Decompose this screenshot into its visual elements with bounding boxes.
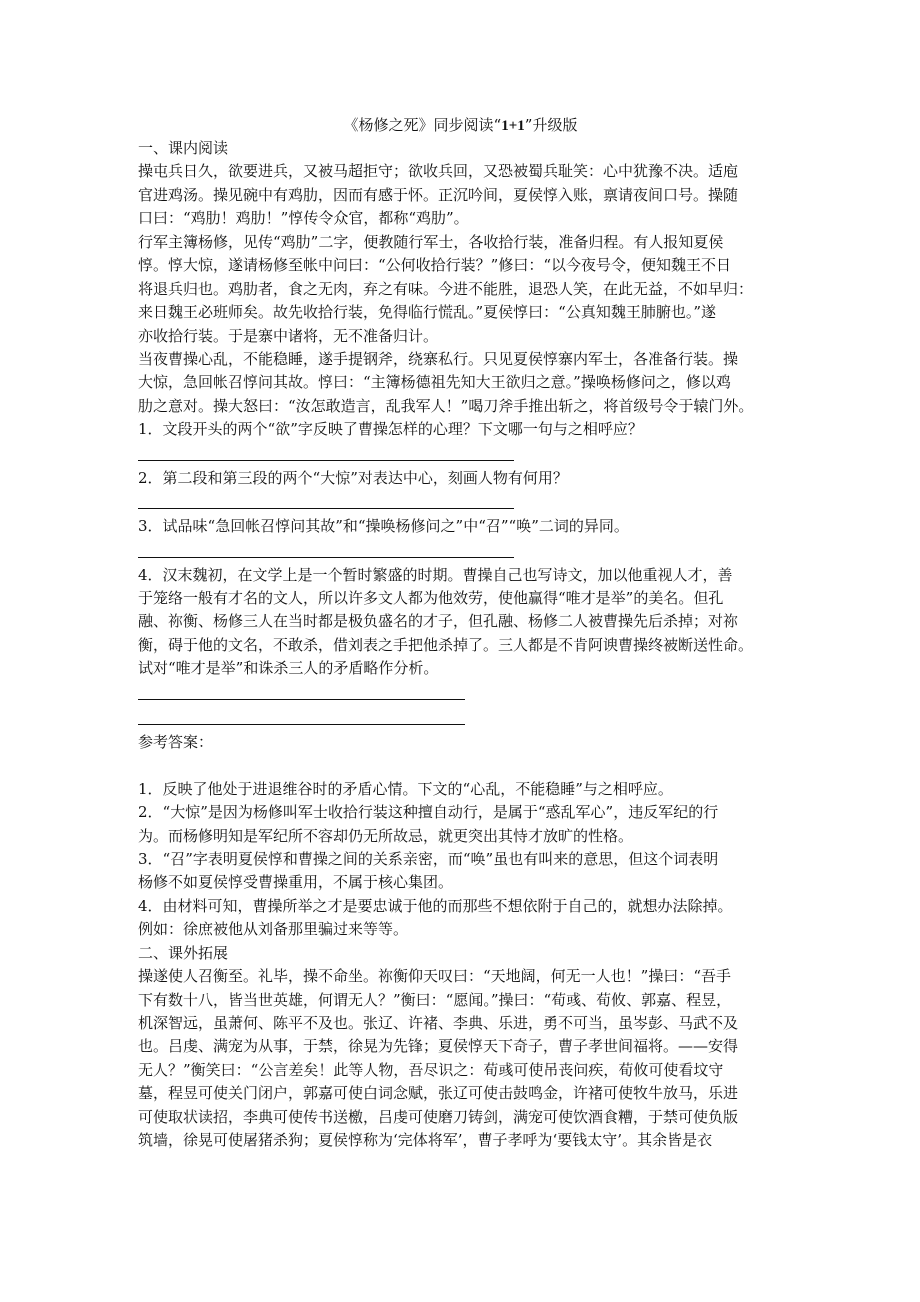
answer-line: 例如：徐庶被他从刘备那里骗过来等等。 [138, 920, 409, 939]
section2-heading: 二、课外拓展 [138, 943, 229, 962]
answer-line: 3．“召”字表明夏侯惇和曹操之间的关系亲密，而“唤”虽也有叫来的意思，但这个词表明 [138, 849, 719, 868]
answer-line: 4．由材料可知，曹操所举之才是要忠诚于他的而那些不想依附于自己的，就想办法除掉。 [138, 896, 733, 915]
answer-line-4b [138, 724, 465, 725]
page-title [138, 114, 783, 137]
passage-line: 官进鸡汤。操见碗中有鸡肋，因而有感于怀。正沉吟间，夏侯惇入账，禀请夜间口号。操随 [138, 185, 739, 204]
passage-line: 机深智远，虽萧何、陈平不及也。张辽、许褚、李典、乐进，勇不可当，虽岑彭、马武不及 [138, 1014, 739, 1032]
answer-1: 1．反映了他处于进退维谷时的矛盾心情。下文的“心乱，不能稳睡”与之相呼应。 [138, 779, 673, 798]
passage-line: 亦收拾行装。于是寨中诸将，无不准备归计。 [138, 326, 439, 345]
passage-2 [138, 231, 788, 348]
passage-line: 无人？”衡笑曰：“公言差矣！此等人物，吾尽识之：荀彧可使吊丧问疾，荀攸可使看坟守 [138, 1060, 724, 1079]
passage-line: 也。吕虔、满宠为从事，于禁，徐晃为先锋；夏侯惇天下奇子，曹子孝世间福将。——安得 [138, 1037, 739, 1056]
answer-line-4a [138, 699, 465, 700]
question-line: 于笼络一般有才名的文人，所以许多文人都为他效劳，使他赢得“唯才是举”的美名。但孔 [138, 589, 724, 607]
question-2: 2．第二段和第三段的两个“大惊”对表达中心，刻画人物有何用？ [138, 468, 568, 487]
passage-1 [138, 160, 788, 230]
answer-4 [138, 895, 788, 942]
answer-line-2 [138, 508, 514, 509]
title-prefix: 《杨修之死》同步阅读“ [343, 116, 502, 134]
passage-line: 操屯兵日久，欲要进兵，又被马超拒守；欲收兵回，又恐被蜀兵耻笑：心中犹豫不决。适庖 [138, 162, 739, 181]
passage-line: 操遂使人召衡至。礼毕，操不命坐。祢衡仰天叹曰：“天地阔，何无一人也！”操曰：“吾手 [138, 967, 732, 986]
passage-line: 惇。惇大惊，遂请杨修至帐中问曰：“公何收拾行装？”修曰：“以今夜号令，便知魏王不日 [138, 256, 732, 275]
passage-line: 来日魏王必班师矣。故先收拾行装，免得临行慌乱。”夏侯惇曰：“公真知魏王肺腑也。”遂 [138, 303, 717, 322]
answer-line-1 [138, 460, 514, 461]
question-line: 融、祢衡、杨修三人在当时都是极负盛名的才子，但孔融、杨修二人被曹操先后杀掉；对祢 [138, 612, 739, 631]
passage-line: 可使取状读招，李典可使传书送檄，吕虔可使磨刀铸剑，满宠可使饮酒食糟，于禁可使负版 [138, 1107, 739, 1126]
passage-line: 将退兵归也。鸡肋者，食之无肉，弃之有味。今进不能胜，退恐人笑，在此无益，不如早归： [138, 279, 754, 298]
answer-2 [138, 801, 788, 848]
passage-line: 筑墙，徐晃可使屠猪杀狗；夏侯惇称为‘完体将军’，曹子孝呼为‘要钱太守’。其余皆是衣 [138, 1131, 713, 1150]
title-suffix: ”升级版 [524, 116, 578, 134]
question-3: 3．试品味“急回帐召惇问其故”和“操唤杨修问之”中“召”“唤”二词的异同。 [138, 517, 629, 536]
document-body [138, 137, 788, 1153]
passage-line: 墓，程昱可使关门闭户，郭嘉可使白词念赋，张辽可使击鼓鸣金，许褚可使牧牛放马，乐进 [138, 1084, 739, 1103]
passage-line: 肋之意对。操大怒曰：“汝怎敢造言，乱我军人！”喝刀斧手推出斩之，将首级号令于辕门外。 [138, 396, 754, 415]
passage-line: 当夜曹操心乱，不能稳睡，遂手提钢斧，绕寨私行。只见夏侯惇寨内军士，各准备行装。操 [138, 349, 739, 368]
answer-line: 2．“大惊”是因为杨修叫军士收拾行装这种擅自动行，是属于“惑乱军心”，违反军纪的行 [138, 803, 719, 822]
passage-line: 口曰：“鸡肋！鸡肋！”惇传令众官，都称“鸡肋”。 [138, 209, 469, 228]
passage-line: 行军主簿杨修，见传“鸡肋”二字，便教随行军士，各收拾行装，准备归程。有人报知夏侯 [138, 232, 724, 251]
passage-4 [138, 965, 788, 1153]
section1-heading: 一、课内阅读 [138, 139, 229, 157]
question-4 [138, 564, 788, 681]
question-line: 试对“唯才是举”和诛杀三人的矛盾略作分析。 [138, 659, 439, 678]
answer-3 [138, 848, 788, 895]
answer-line: 为。而杨修明知是军纪所不容却仍无所故忌，就更突出其恃才放旷的性格。 [138, 826, 634, 845]
passage-line: 大惊，急回帐召惇问其故。惇曰：“主簿杨德祖先知大王欲归之意。”操唤杨修问之，修以鸡 [138, 373, 731, 392]
answers-heading: 参考答案： [138, 732, 214, 751]
question-line: 衡，碍于他的文名，不敢杀，借刘表之手把他杀掉了。三人都是不肯阿谀曹操终被断送性命。 [138, 635, 754, 654]
passage-line: 下有数十八，皆当世英雄，何谓无人？”衡曰：“愿闻。”操曰：“荀彧、荀攸、郭嘉、程昱， [138, 990, 732, 1009]
question-1: 1．文段开头的两个“欲”字反映了曹操怎样的心理？下文哪一句与之相呼应？ [138, 420, 643, 439]
answer-line-3 [138, 557, 514, 558]
passage-3 [138, 348, 788, 418]
question-line: 4．汉末魏初，在文学上是一个暂时繁盛的时期。曹操自己也写诗文，加以他重视人才，善 [138, 565, 733, 584]
title-bold: 1+1 [501, 118, 525, 134]
answer-line: 杨修不如夏侯惇受曹操重用，不属于核心集团。 [138, 873, 454, 892]
